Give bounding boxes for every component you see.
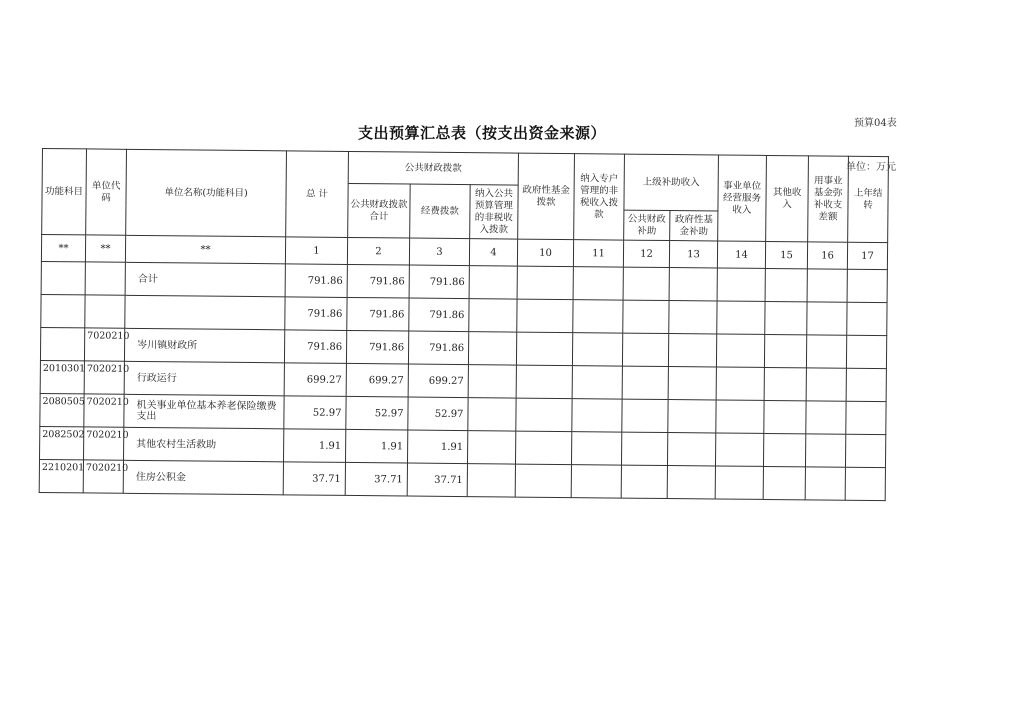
- header-unit-name: 单位名称(功能科目): [126, 149, 287, 237]
- empty-cell: [716, 334, 764, 367]
- funding-cell: 791.86: [409, 298, 469, 332]
- index-cell: 1: [285, 237, 347, 265]
- empty-cell: [667, 433, 715, 466]
- budget-table: [39, 148, 889, 501]
- header-funding: 经费拨款: [410, 184, 471, 239]
- empty-cell: [847, 302, 887, 335]
- total-cell: 791.86: [285, 297, 347, 331]
- empty-cell: [623, 267, 669, 300]
- public-sum-cell: 52.97: [346, 396, 408, 430]
- total-cell: 1.91: [283, 429, 345, 463]
- unit-name-cell: 合计: [125, 262, 285, 297]
- empty-cell: [621, 432, 667, 465]
- empty-cell: [669, 268, 717, 301]
- table-body: [39, 261, 887, 500]
- func-code-cell: 2082502: [40, 426, 84, 459]
- unit-code-cell: 7020210: [83, 460, 123, 493]
- empty-cell: [572, 333, 622, 366]
- empty-cell: [469, 299, 517, 332]
- empty-cell: [845, 467, 885, 500]
- empty-cell: [806, 401, 846, 434]
- index-cell: **: [41, 235, 85, 262]
- unit-code-cell: 7020210: [84, 361, 124, 394]
- unit-label: 单位：万元: [846, 162, 896, 173]
- index-cell: 10: [517, 239, 573, 267]
- func-code-cell: 2080505: [40, 393, 84, 426]
- index-cell: 3: [409, 238, 469, 266]
- empty-cell: [669, 301, 717, 334]
- empty-cell: [468, 365, 516, 398]
- empty-cell: [805, 467, 845, 500]
- empty-cell: [622, 399, 668, 432]
- empty-cell: [468, 332, 516, 365]
- empty-cell: [715, 433, 763, 466]
- unit-name-cell: 行政运行: [124, 361, 284, 396]
- empty-cell: [806, 368, 846, 401]
- budget-sheet: [39, 148, 888, 506]
- empty-cell: [516, 398, 572, 432]
- empty-cell: [572, 399, 622, 432]
- empty-cell: [515, 464, 571, 498]
- funding-cell: 1.91: [407, 430, 467, 464]
- empty-cell: [763, 466, 805, 499]
- empty-cell: [517, 266, 573, 300]
- index-cell: 15: [765, 241, 807, 268]
- index-cell: 12: [623, 240, 669, 267]
- public-sum-cell: 37.71: [345, 462, 407, 496]
- unit-code-cell: 7020210: [84, 427, 124, 460]
- empty-cell: [845, 434, 885, 467]
- func-code-cell: [41, 294, 85, 327]
- unit-name-cell: 其他农村生活救助: [124, 427, 284, 462]
- total-cell: 699.27: [284, 363, 346, 397]
- empty-cell: [716, 367, 764, 400]
- empty-cell: [716, 400, 764, 433]
- empty-cell: [846, 368, 886, 401]
- empty-cell: [467, 431, 515, 464]
- header-other: 其他收入: [766, 155, 809, 241]
- table-code: 预算04表: [854, 118, 897, 129]
- empty-cell: [763, 433, 805, 466]
- public-sum-cell: 791.86: [347, 297, 409, 331]
- empty-cell: [717, 301, 765, 334]
- header-gov-fund: 政府性基金拨款: [518, 153, 575, 240]
- header-carryover: 上年结转: [848, 156, 889, 242]
- unit-code-cell: [85, 262, 125, 295]
- empty-cell: [516, 365, 572, 399]
- total-cell: 37.71: [283, 462, 345, 496]
- unit-code-cell: [85, 295, 125, 328]
- index-cell: 17: [847, 242, 887, 269]
- header-special: 纳入专户管理的非税收入拨款: [574, 154, 625, 240]
- funding-cell: 791.86: [408, 331, 468, 365]
- empty-cell: [765, 268, 807, 301]
- index-cell: 13: [669, 241, 717, 268]
- funding-cell: 791.86: [409, 265, 469, 299]
- index-cell: 14: [717, 241, 765, 268]
- empty-cell: [621, 465, 667, 498]
- total-cell: 791.86: [284, 330, 346, 364]
- public-sum-cell: 791.86: [346, 330, 408, 364]
- empty-cell: [668, 334, 716, 367]
- header-reserve: 用事业基金弥补收支差额: [808, 156, 849, 242]
- header-business: 事业单位经营服务收入: [718, 155, 767, 241]
- func-code-cell: 2210201: [39, 459, 83, 492]
- empty-cell: [517, 299, 573, 333]
- empty-cell: [764, 400, 806, 433]
- index-cell: **: [125, 235, 285, 264]
- empty-cell: [515, 431, 571, 465]
- public-sum-cell: 791.86: [347, 264, 409, 298]
- empty-cell: [622, 366, 668, 399]
- total-cell: 52.97: [284, 396, 346, 430]
- empty-cell: [516, 332, 572, 366]
- empty-cell: [715, 466, 763, 499]
- func-code-cell: [41, 261, 85, 294]
- header-unit-code: 单位代码: [86, 149, 127, 235]
- unit-name-cell: [125, 295, 285, 330]
- empty-cell: [573, 267, 623, 300]
- empty-cell: [622, 333, 668, 366]
- index-cell: 2: [347, 237, 409, 265]
- empty-cell: [807, 269, 847, 302]
- funding-cell: 37.71: [407, 463, 467, 497]
- empty-cell: [717, 268, 765, 301]
- header-nonbudget: 纳入公共预算管理的非税收入拨款: [470, 185, 519, 239]
- header-total: 总 计: [286, 151, 349, 238]
- empty-cell: [846, 401, 886, 434]
- empty-cell: [668, 400, 716, 433]
- empty-cell: [667, 466, 715, 499]
- empty-cell: [806, 335, 846, 368]
- empty-cell: [571, 465, 621, 498]
- unit-code-cell: 7020210: [84, 328, 124, 361]
- empty-cell: [846, 335, 886, 368]
- public-sum-cell: 699.27: [346, 363, 408, 397]
- func-code-cell: [40, 327, 84, 360]
- unit-name-cell: 岑川镇财政所: [124, 328, 284, 363]
- empty-cell: [765, 301, 807, 334]
- unit-code-cell: 7020210: [84, 394, 124, 427]
- table-row: [39, 459, 885, 500]
- empty-cell: [764, 334, 806, 367]
- empty-cell: [572, 366, 622, 399]
- funding-cell: 699.27: [408, 364, 468, 398]
- total-cell: 791.86: [285, 264, 347, 298]
- page-title: 支出预算汇总表（按支出资金来源）: [358, 124, 607, 142]
- empty-cell: [623, 300, 669, 333]
- header-public-group: 公共财政拨款: [348, 151, 518, 185]
- header-superior-group: 上级补助收入: [624, 154, 719, 211]
- header-func-code: 功能科目: [42, 149, 87, 235]
- header-sup-gov: 政府性基金补助: [670, 211, 718, 241]
- index-cell: 4: [469, 239, 517, 266]
- empty-cell: [847, 269, 887, 302]
- empty-cell: [469, 266, 517, 299]
- index-cell: 16: [807, 242, 847, 269]
- unit-name-cell: 机关事业单位基本养老保险缴费支出: [124, 394, 284, 429]
- func-code-cell: 2010301: [40, 360, 84, 393]
- empty-cell: [807, 302, 847, 335]
- empty-cell: [573, 300, 623, 333]
- index-cell: **: [85, 235, 125, 262]
- empty-cell: [571, 432, 621, 465]
- header-sup-public: 公共财政补助: [624, 210, 670, 240]
- empty-cell: [805, 434, 845, 467]
- empty-cell: [668, 367, 716, 400]
- empty-cell: [764, 367, 806, 400]
- public-sum-cell: 1.91: [345, 429, 407, 463]
- empty-cell: [468, 398, 516, 431]
- funding-cell: 52.97: [408, 397, 468, 431]
- unit-name-cell: 住房公积金: [123, 460, 283, 495]
- index-cell: 11: [573, 240, 623, 267]
- empty-cell: [467, 464, 515, 497]
- header-public-sum: 公共财政拨款合计: [348, 183, 411, 238]
